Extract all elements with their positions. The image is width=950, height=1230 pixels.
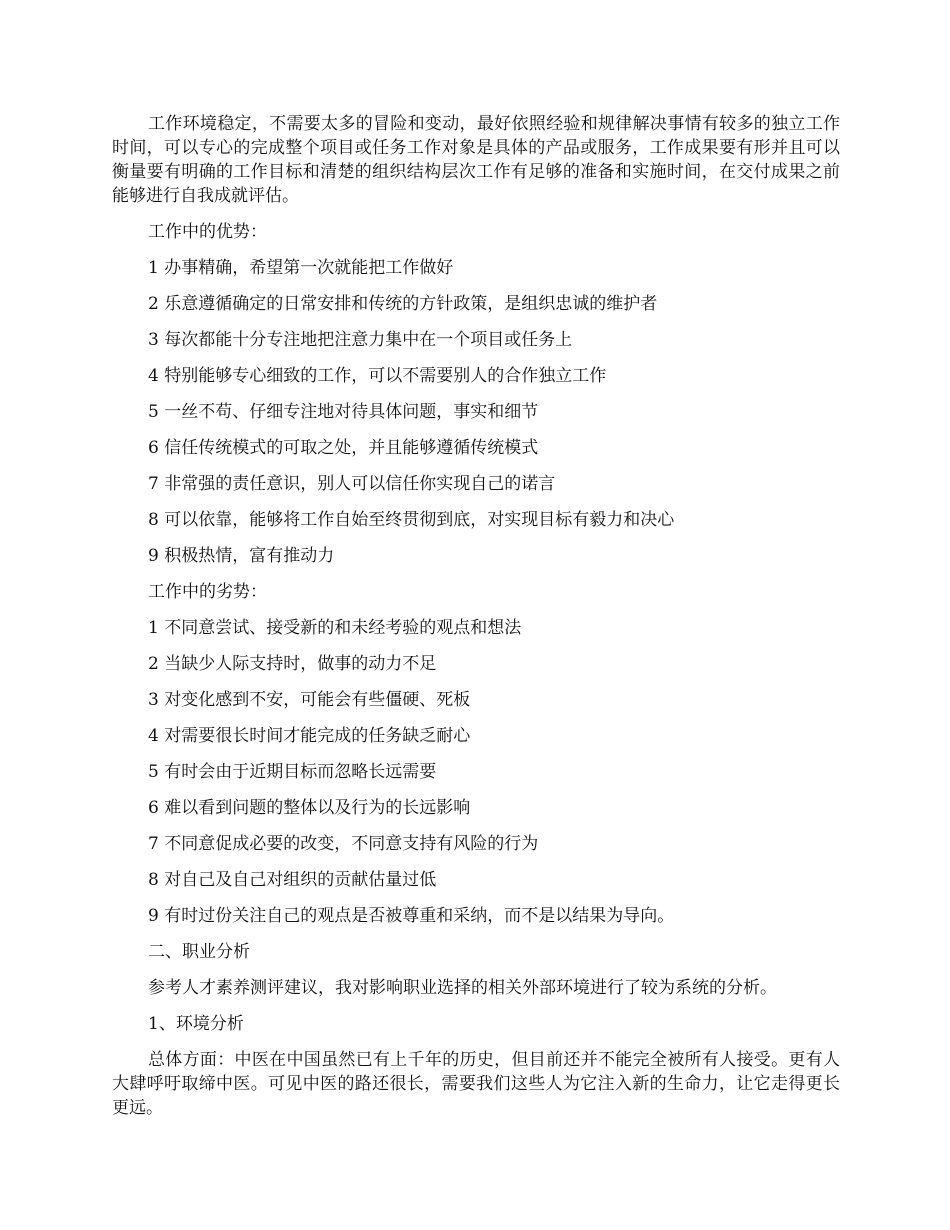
weakness-item: 8 对自己及自己对组织的贡献估量过低 [148, 870, 437, 890]
strength-item: 7 非常强的责任意识，别人可以信任你实现自己的诺言 [148, 474, 556, 494]
strength-item: 4 特别能够专心细致的工作，可以不需要别人的合作独立工作 [148, 366, 607, 386]
weakness-item: 9 有时过份关注自己的观点是否被尊重和采纳，而不是以结果为导向。 [148, 906, 675, 926]
weakness-item: 2 当缺少人际支持时，做事的动力不足 [148, 654, 437, 674]
strength-item: 9 积极热情，富有推动力 [148, 546, 335, 566]
overall-paragraph: 总体方面：中医在中国虽然已有上千年的历史，但目前还并不能完全被所有人接受。更有人大肆呼吁取缔中医。可见中医的路还很长，需要我们这些人为它注入新的生命力，让它走得更长更远。 [112, 1050, 840, 1118]
section-heading: 二、职业分析 [148, 942, 250, 962]
strength-item: 8 可以依靠，能够将工作自始至终贯彻到底，对实现目标有毅力和决心 [148, 510, 675, 530]
document-page [112, 112, 840, 1120]
strength-item: 2 乐意遵循确定的日常安排和传统的方针政策，是组织忠诚的维护者 [148, 294, 658, 314]
weakness-item: 3 对变化感到不安，可能会有些僵硬、死板 [148, 690, 471, 710]
strength-item: 1 办事精确，希望第一次就能把工作做好 [148, 258, 454, 278]
weakness-item: 4 对需要很长时间才能完成的任务缺乏耐心 [148, 726, 471, 746]
strength-item: 6 信任传统模式的可取之处，并且能够遵循传统模式 [148, 438, 539, 458]
strength-item: 3 每次都能十分专注地把注意力集中在一个项目或任务上 [148, 330, 573, 350]
strengths-heading: 工作中的优势： [148, 222, 267, 242]
weakness-item: 5 有时会由于近期目标而忽略长远需要 [148, 762, 437, 782]
weakness-item: 6 难以看到问题的整体以及行为的长远影响 [148, 798, 471, 818]
strength-item: 5 一丝不苟、仔细专注地对待具体问题，事实和细节 [148, 402, 539, 422]
subsection-heading: 1、环境分析 [148, 1014, 244, 1034]
weaknesses-heading: 工作中的劣势： [148, 582, 267, 602]
weakness-item: 1 不同意尝试、接受新的和未经考验的观点和想法 [148, 618, 522, 638]
section-intro: 参考人才素养测评建议，我对影响职业选择的相关外部环境进行了较为系统的分析。 [148, 978, 777, 998]
weakness-item: 7 不同意促成必要的改变，不同意支持有风险的行为 [148, 834, 539, 854]
intro-paragraph: 工作环境稳定，不需要太多的冒险和变动，最好依照经验和规律解决事情有较多的独立工作时间，可以专心的完成整个项目或任务工作对象是具体的产品或服务，工作成果要有形并且可以衡量要有明确的工作目标和清楚的组织结构层次工作有足够的准备和实施时间，在交付成果之前能够进行自我成就评估。 [112, 114, 840, 206]
